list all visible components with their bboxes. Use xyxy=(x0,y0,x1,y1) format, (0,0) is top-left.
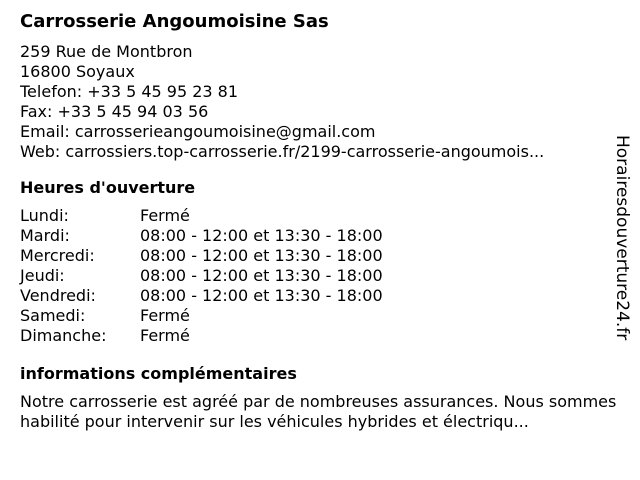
website-link: Web: carrossiers.top-carrosserie.fr/2199-carrosserie-angoumois... xyxy=(20,142,545,161)
hours-row-friday xyxy=(20,286,620,306)
day-hours: 08:00 - 12:00 et 13:30 - 18:00 xyxy=(140,266,383,285)
day-label: Vendredi: xyxy=(20,286,96,305)
day-label: Jeudi: xyxy=(20,266,65,285)
day-label: Mercredi: xyxy=(20,246,95,265)
address-city: 16800 Soyaux xyxy=(20,62,135,81)
phone-number: Telefon: +33 5 45 95 23 81 xyxy=(20,82,239,101)
hours-row-wednesday xyxy=(20,246,620,266)
day-label: Lundi: xyxy=(20,206,69,225)
day-label: Dimanche: xyxy=(20,326,107,345)
hours-row-sunday xyxy=(20,326,620,346)
fax-number: Fax: +33 5 45 94 03 56 xyxy=(20,102,209,121)
day-hours: 08:00 - 12:00 et 13:30 - 18:00 xyxy=(140,246,383,265)
hours-table xyxy=(20,206,620,346)
company-name: Carrosserie Angoumoisine Sas xyxy=(20,11,329,32)
day-hours: 08:00 - 12:00 et 13:30 - 18:00 xyxy=(140,286,383,305)
day-hours: Fermé xyxy=(140,326,190,345)
watermark-text: Horairesdouverture24.fr xyxy=(612,135,632,341)
day-label: Samedi: xyxy=(20,306,86,325)
hours-row-saturday xyxy=(20,306,620,326)
hours-row-monday xyxy=(20,206,620,226)
hours-row-thursday xyxy=(20,266,620,286)
contact-block xyxy=(20,42,620,162)
day-label: Mardi: xyxy=(20,226,70,245)
email-address: Email: carrosserieangoumoisine@gmail.com xyxy=(20,122,376,141)
hours-row-tuesday xyxy=(20,226,620,246)
address-street: 259 Rue de Montbron xyxy=(20,42,193,61)
info-title: informations complémentaires xyxy=(20,364,297,383)
hours-title: Heures d'ouverture xyxy=(20,178,196,197)
day-hours: Fermé xyxy=(140,206,190,225)
business-card xyxy=(20,10,620,432)
day-hours: Fermé xyxy=(140,306,190,325)
day-hours: 08:00 - 12:00 et 13:30 - 18:00 xyxy=(140,226,383,245)
info-description: Notre carrosserie est agréé par de nombreuses assurances. Nous sommes habilité pour intervenir sur les véhicules hybrides et électriqu... xyxy=(20,392,617,431)
